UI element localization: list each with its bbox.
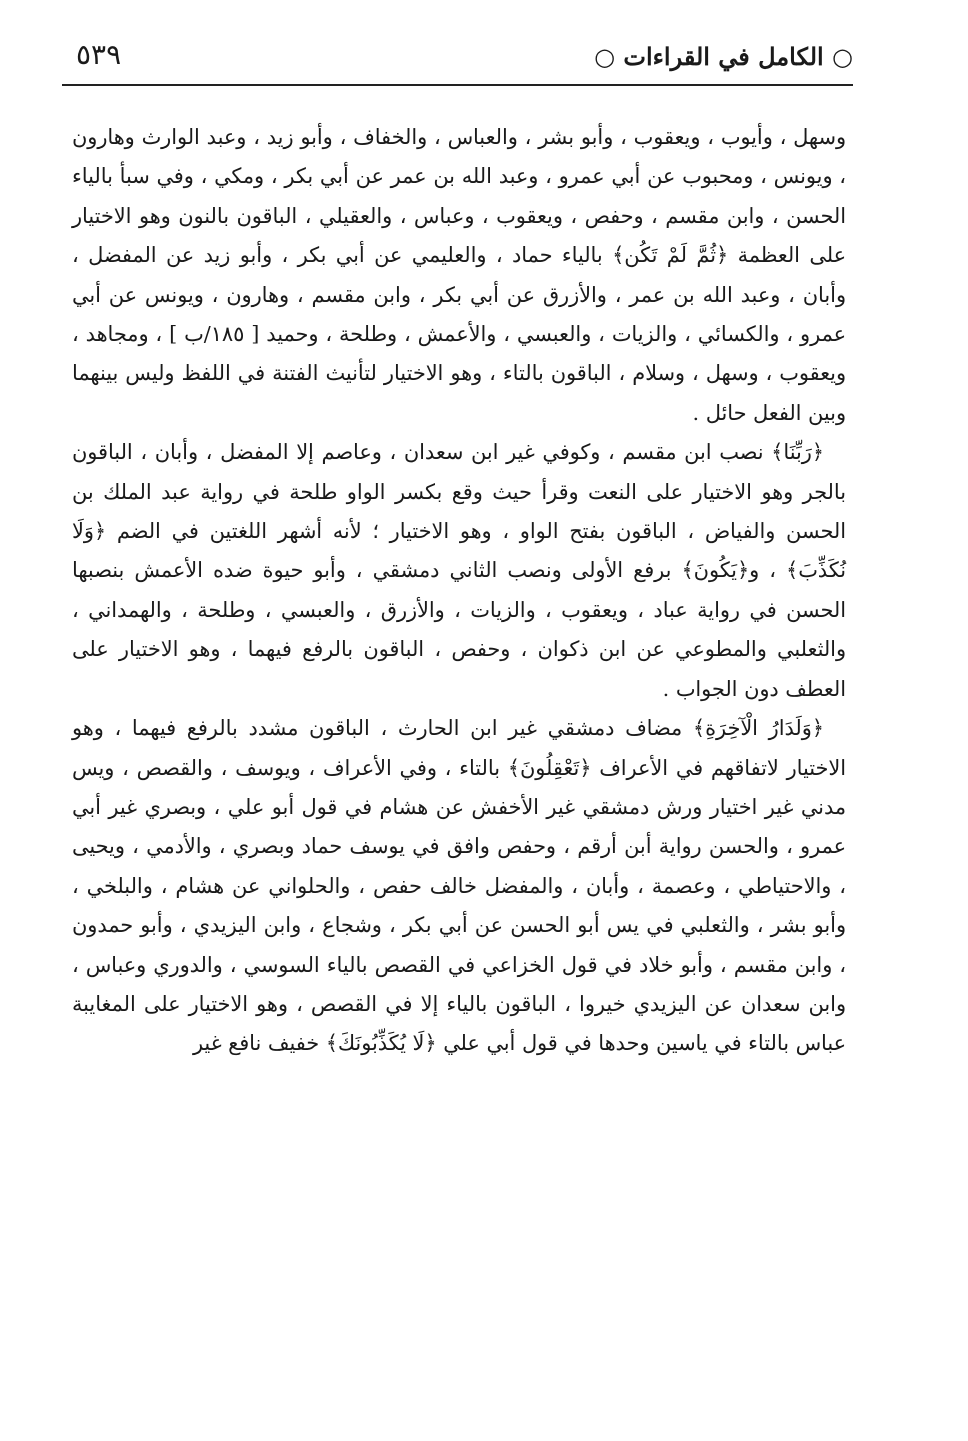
page-number: ٥٣٩ [76, 38, 122, 71]
paragraph: ﴿وَلَدَارُ الْآخِرَةِ﴾ مضاف دمشقي غير ابن الحارث ، الباقون مشدد بالرفع فيهما ، وهو الاختيار لاتفاقهم في الأعراف ﴿تَعْقِلُونَ﴾ بالتاء ، وفي الأعراف ، ويوسف ، والقصص ، ويس مدني غير اختيار ورش دمشقي غير الأخفش عن هشام في قول أبو علي ، وبصري غير أبي عمرو ، والحسن رواية أبن أرقم ، وحفص وافق في يوسف حماد وبصري ، والأدمي ، ويحيى ، والاحتياطي ، وعصمة ، وأبان ، والمفضل خالف حفص ، والحلواني عن هشام ، والبلخي ، وأبو بشر ، والثعلبي في يس أبو الحسن عن أبي بكر ، وشجاع ، وابن اليزيدي ، وأبو حمدون ، وابن مقسم ، وأبو خلاد في قول الخزاعي في القصص بالياء السوسي ، والدوري وعباس ، وابن سعدان عن اليزيدي خيروا ، الباقون بالياء إلا في القصص ، وهو الاختيار على المغايبة عباس بالتاء في ياسين وحدها في قول أبي علي ﴿لَا يُكَذِّبُونَكَ﴾ خفيف نافع غير [72, 716, 846, 1056]
paragraph: وسهل ، وأيوب ، ويعقوب ، وأبو بشر ، والعباس ، والخفاف ، وأبو زيد ، وعبد الوارث وهارون ، ويونس ، ومحبوب عن أبي عمرو ، وعبد الله بن عمر عن أبي بكر ، ومكي ، وفي سبأ بالياء الحسن ، وابن مقسم ، وحفص ، ويعقوب ، وعباس ، والعقيلي ، الباقون بالنون وهو الاختيار على العظمة ﴿ثُمَّ لَمْ تَكُن﴾ بالياء حماد ، والعليمي عن أبي بكر ، وأبو زيد عن المفضل ، وأبان ، وعبد الله بن عمر ، والأزرق عن أبي بكر ، وابن مقسم ، وهارون ، ويونس عن أبي عمرو ، والكسائي ، والزيات ، والعبسي ، والأعمش ، وطلحة ، وحميد [ ١٨٥/ب ] ، ومجاهد ، ويعقوب ، وسهل ، وسلام ، الباقون بالتاء ، وهو الاختيار لتأنيث الفتنة في اللفظ وليس بينهما وبين الفعل حائل . [72, 125, 846, 425]
page-body [72, 118, 846, 1064]
running-title: ○ الكامل في القراءات ○ [594, 42, 853, 71]
page-header [62, 34, 853, 86]
paragraph: ﴿رَبِّنَا﴾ نصب ابن مقسم ، وكوفي غير ابن سعدان ، وعاصم إلا المفضل ، وأبان ، الباقون بالجر وهو الاختيار على النعت وقرأ حيث وقع بكسر الواو طلحة في رواية عبد الملك بن الحسن والفياض ، الباقون بفتح الواو ، وهو الاختيار ؛ لأنه أشهر اللغتين في الضم ﴿وَلَا نُكَذِّبَ﴾ ، و﴿يَكُونَ﴾ برفع الأولى ونصب الثاني دمشقي ، وأبو حيوة ضده الأعمش بنصبها الحسن في رواية عباد ، ويعقوب ، والزيات ، والأزرق ، والعبسي ، وطلحة ، والهمداني ، والثعلبي والمطوعي عن ابن ذكوان ، وحفص ، الباقون بالرفع فيهما ، وهو الاختيار على العطف دون الجواب . [72, 440, 846, 701]
